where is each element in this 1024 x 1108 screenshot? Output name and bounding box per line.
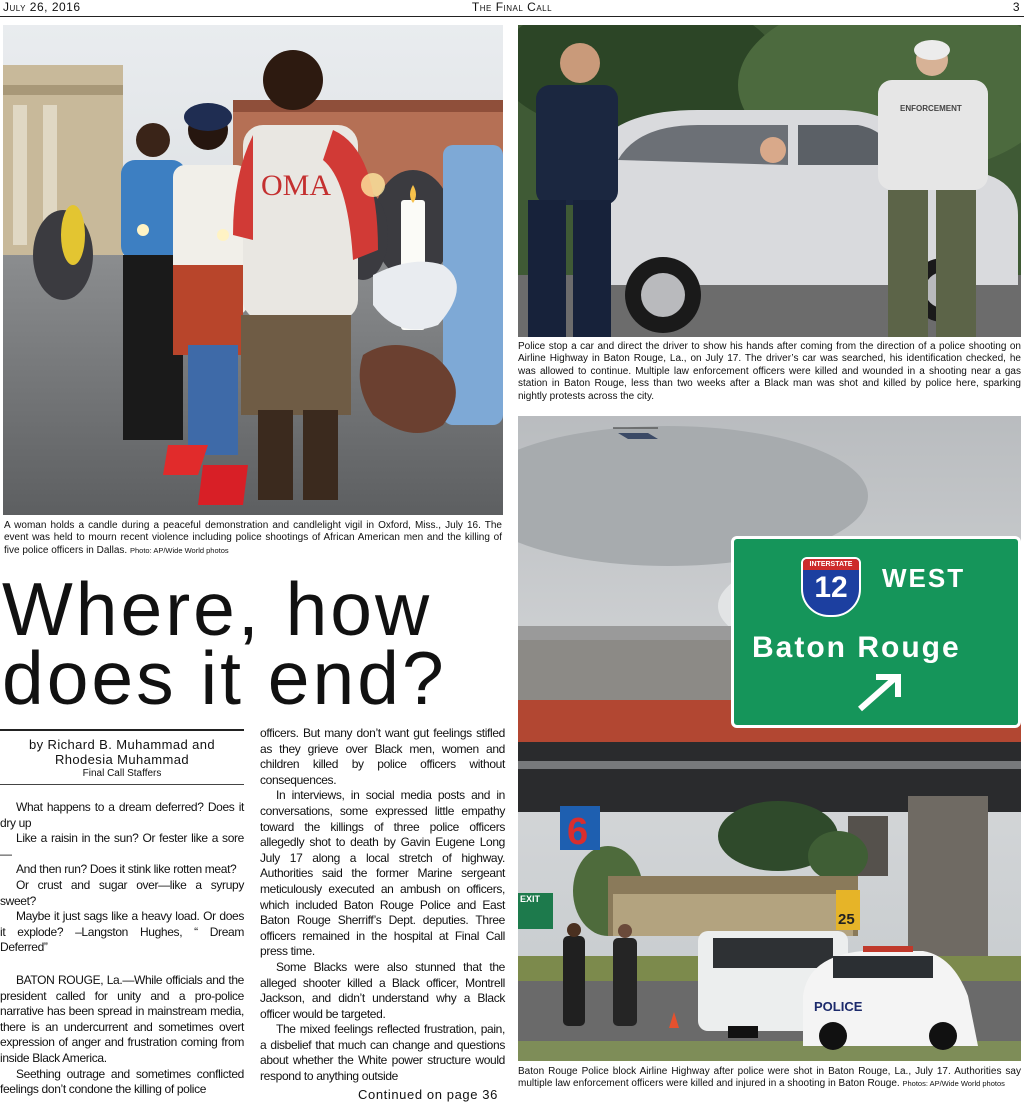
page-header	[0, 0, 1024, 17]
body-paragraph: BATON ROUGE, La.—While officials and the president called for unity and a pro-police narrative has been spread in mainstream media, there is an undercurrent and sometimes overt expression of anger and frustration coming from inside Black America.	[0, 972, 244, 1065]
body-paragraph: The mixed feelings reflected frustration, pain, a disbelief that much can change and questions about whether the White power structure would respond to anything outside	[260, 1022, 505, 1084]
byline-line-1: by Richard B. Muhammad and	[29, 737, 215, 752]
body-paragraph: Seething outrage and sometimes conflicted feelings don’t condone the killing of police	[0, 1066, 244, 1097]
highway-photo-credit: Photos: AP/Wide World photos	[902, 1079, 1005, 1089]
vigil-photo-credit: Photo: AP/Wide World photos	[129, 545, 229, 555]
vest-text: ENFORCEMENT	[900, 104, 962, 113]
headline-line-2: does it end?	[2, 636, 447, 720]
byline-staffers: Final Call Staffers	[82, 768, 162, 779]
highway-photo	[518, 416, 1021, 1061]
body-paragraph: officers. But many don’t want gut feelings stifled as they grieve over Black men, women and children killed by police officers without consequences.	[260, 726, 505, 787]
vigil-photo	[3, 25, 503, 515]
exit-sign-text: EXIT	[520, 894, 541, 904]
poem-line: And then run? Does it stink like rotten meat?	[16, 862, 237, 877]
shirt-print: OMA	[261, 169, 332, 202]
continued-link[interactable]: Continued on page 36	[358, 1087, 498, 1102]
poem-line: What happens to a dream deferred? Does it dry up	[0, 800, 244, 830]
sign-arrow-icon	[854, 671, 912, 718]
poem-line: Or crust and sugar over—like a syrupy sweet?	[0, 877, 244, 908]
vigil-caption: A woman holds a candle during a peaceful demonstration and candlelight vigil in Oxford, Miss., July 16. The event was held to mourn recent violence including police shootings of African American men and the killing of five police officers in Dallas. Photo: AP/Wide World photos	[4, 520, 502, 556]
interstate-shield-icon	[801, 557, 861, 617]
poem-line: Maybe it just sags like a heavy load. Or does it explode? –Langston Hughes, “ Dream Deferred”	[0, 909, 244, 955]
exit-number-sign: 25	[838, 911, 855, 928]
byline-line-2: Rhodesia Muhammad	[55, 752, 189, 767]
traffic-stop-caption: Police stop a car and direct the driver to show his hands after coming from the direction of a police shooting on Airline Highway in Baton Rouge, La., on July 17. The driver’s car was searched, his identification checked, he was allowed to continue. Multiple law enforcement officers were killed and wounded in a shooting near a gas station in Baton Rouge, less than two weeks after a Black man was shot and killed by police here, sparking nightly protests across the city.	[518, 341, 1021, 402]
article-column-1	[0, 800, 244, 1098]
sign-city: Baton Rouge	[752, 631, 961, 664]
byline-rule-top	[0, 729, 244, 731]
interstate-sign	[731, 536, 1021, 728]
article-column-2	[260, 726, 505, 1085]
body-paragraph: In interviews, in social media posts and in conversations, some expressed little empathy toward the killings of three police officers allegedly shot to death by Gavin Eugene Long July 17 along a local stretch of highway. Authorities said the former Marine sergeant meticulously executed an ambush on officers, which included Baton Rouge Police and East Baton Rouge Sherriff’s Dept. deputies. Three officers remained in the hospital at Final Call press time.	[260, 788, 505, 959]
interstate-shield-number: 12	[814, 571, 848, 604]
sign-direction: WEST	[882, 563, 966, 593]
byline-rule-bottom	[0, 784, 244, 785]
page-number: 3	[1012, 0, 1020, 14]
motel-sign-text: 6	[567, 811, 589, 853]
byline	[0, 737, 244, 767]
body-paragraph: Some Blacks were also stunned that the alleged shooter killed a Black officer, Montrell Jackson, and didn’t understand why a Black officer would be targeted.	[260, 959, 505, 1021]
police-car-text: POLICE	[814, 999, 863, 1014]
publication-title: The Final Call	[471, 0, 553, 14]
headline	[2, 567, 512, 720]
poem-line: Like a raisin in the sun? Or fester like a sore—	[0, 831, 244, 861]
traffic-stop-photo	[518, 25, 1021, 337]
issue-date: July 26, 2016	[3, 0, 81, 14]
interstate-shield-top: INTERSTATE	[803, 559, 859, 570]
headline-line-1: Where, how	[2, 567, 433, 651]
highway-caption: Baton Rouge Police block Airline Highway after police were shot in Baton Rouge, La., July 17. Authorities say multiple law enforcement officers were killed and injured in a shooting in Baton Rouge. Photos: AP/Wide World photos	[518, 1066, 1021, 1090]
